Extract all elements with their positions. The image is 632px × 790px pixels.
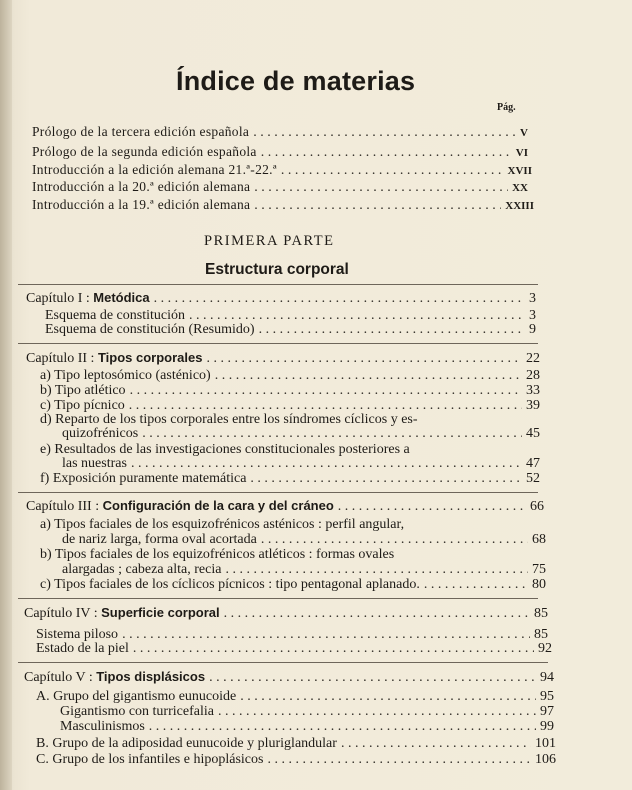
section-entry: Gigantismo con turricefalia . . . 97	[60, 703, 554, 721]
section-entry: c) Tipos faciales de los cíclicos pícnicos : tipo pentagonal aplanado. . . . 80	[40, 576, 546, 594]
section-entry-continuation: alargadas ; cabeza alta, recia . . . 75	[62, 561, 546, 579]
book-spine-shadow	[0, 0, 12, 790]
chapter-divider	[18, 343, 538, 344]
intro-entry: Introducción a la 20.ª edición alemana . . . XX	[32, 178, 528, 196]
section-entry: Estado de la piel . . . 92	[36, 640, 552, 658]
section-entry-continuation: quizofrénicos . . . 45	[62, 425, 540, 443]
section-entry-first-line: a) Tipos faciales de los esquizofrénicos asténicos : perfil angular,	[40, 517, 405, 532]
section-entry: Sistema piloso . . . 85	[36, 626, 548, 644]
part-subheading: Estructura corporal	[205, 261, 349, 278]
section-entry: Masculinismos . . . 99	[60, 718, 554, 736]
section-entry: c) Tipo pícnico . . . 39	[40, 397, 540, 415]
chapter-entry: Capítulo I : Metódica . . . 3	[26, 289, 536, 307]
chapter-entry: Capítulo III : Configuración de la cara y del cráneo . . . 66	[26, 497, 544, 515]
page-title: Índice de materias	[176, 66, 416, 96]
chapter-divider	[18, 662, 548, 663]
section-entry: Esquema de constitución . . . 3	[45, 307, 536, 325]
section-entry-continuation: de nariz larga, forma oval acortada . . . 68	[62, 531, 546, 549]
section-entry: B. Grupo de la adiposidad eunucoide y pluriglandular . . . 101	[36, 735, 556, 753]
section-entry-first-line: e) Resultados de las investigaciones constitucionales posteriores a	[40, 442, 410, 457]
intro-entry: Prólogo de la segunda edición española . . . VI	[32, 143, 528, 161]
part-heading: PRIMERA PARTE	[204, 233, 335, 249]
chapter-entry: Capítulo IV : Superficie corporal . . . 85	[24, 604, 548, 622]
intro-entry: Prólogo de la tercera edición española . . . V	[32, 123, 528, 141]
chapter-entry: Capítulo V : Tipos displásicos . . . 94	[24, 668, 554, 686]
intro-entry: Introducción a la 19.ª edición alemana . . . XXIII	[32, 196, 534, 214]
chapter-divider	[18, 284, 538, 285]
section-entry-first-line: d) Reparto de los tipos corporales entre los síndromes cíclicos y es-	[40, 412, 418, 427]
intro-entry: Introducción a la edición alemana 21.ª-22.ª . . . XVII	[32, 161, 532, 179]
section-entry: a) Tipo leptosómico (asténico) . . . 28	[40, 367, 540, 385]
section-entry: A. Grupo del gigantismo eunucoide . . . 95	[36, 688, 554, 706]
chapter-entry: Capítulo II : Tipos corporales . . . 22	[26, 349, 540, 367]
chapter-divider	[18, 598, 538, 599]
chapter-divider	[18, 492, 538, 493]
section-entry: C. Grupo de los infantiles e hipoplásicos . . . 106	[36, 751, 556, 769]
section-entry: Esquema de constitución (Resumido) . . . 9	[45, 321, 536, 339]
section-entry: f) Exposición puramente matemática . . . 52	[40, 470, 540, 488]
section-entry: b) Tipo atlético . . . 33	[40, 382, 540, 400]
section-entry-first-line: b) Tipos faciales de los equizofrénicos atléticos : formas ovales	[40, 547, 395, 562]
section-entry-continuation: las nuestras . . . 47	[62, 455, 540, 473]
page-column-label: Pág.	[497, 102, 516, 113]
